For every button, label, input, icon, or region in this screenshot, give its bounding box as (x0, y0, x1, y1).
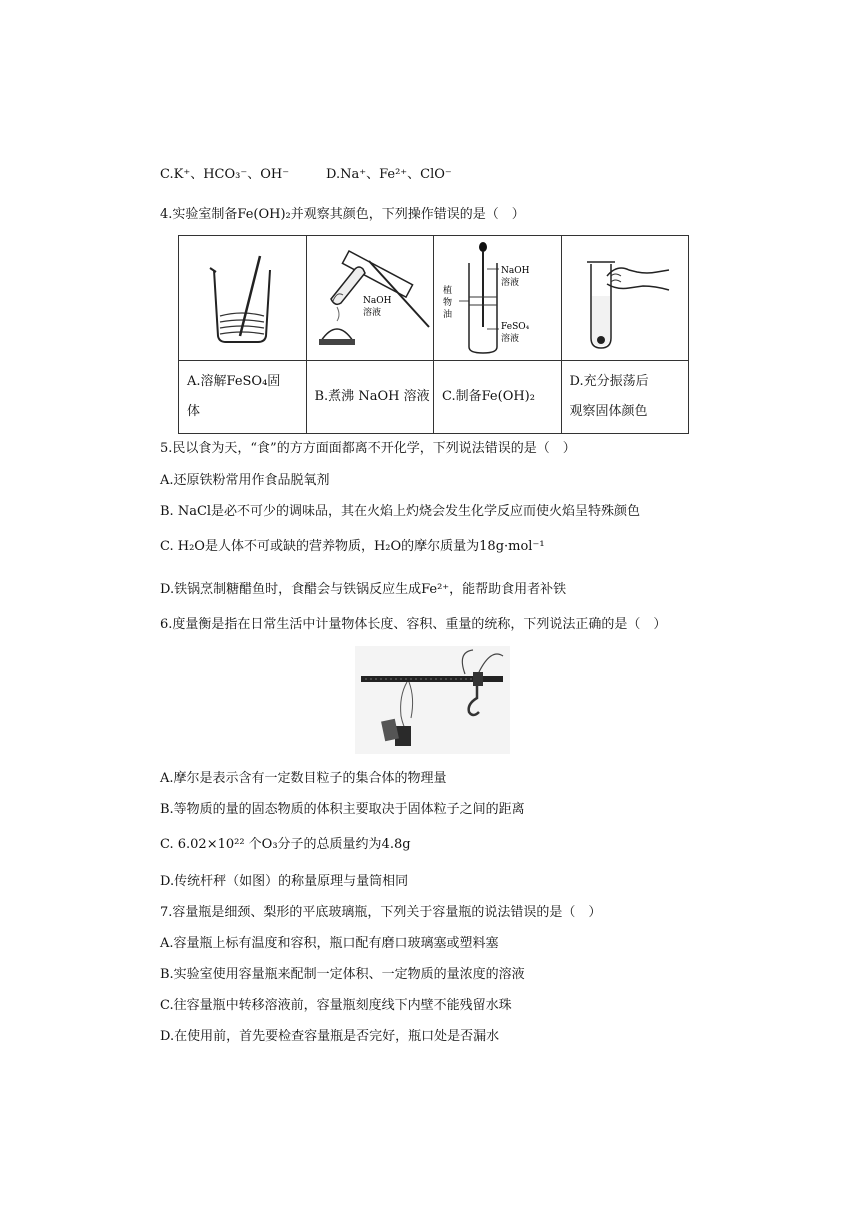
q7-option-c: C.往容量瓶中转移溶液前，容量瓶刻度线下内壁不能残留水珠 (160, 998, 512, 1013)
q4-caption-d-line2: 观察固体颜色 (569, 404, 648, 419)
label-oil-3: 油 (443, 310, 453, 320)
q4-caption-d-line1: D.充分振荡后 (569, 374, 649, 389)
q4-cell-a-image (179, 236, 307, 361)
label-naoh-c: NaOH (501, 266, 530, 276)
q5-option-b: B. NaCl是必不可少的调味品，其在火焰上灼烧会发生化学反应而使火焰呈特殊颜色 (160, 504, 641, 519)
q6-stem: 6.度量衡是指在日常生活中计量物体长度、容积、重量的统称，下列说法正确的是（ ） (160, 617, 667, 632)
q7-stem: 7.容量瓶是细颈、梨形的平底玻璃瓶，下列关于容量瓶的说法错误的是（ ） (160, 905, 602, 920)
q7-option-b: B.实验室使用容量瓶来配制一定体积、一定物质的量浓度的溶液 (160, 967, 525, 982)
q4-caption-a (179, 361, 307, 434)
label-solution-c1: 溶液 (501, 278, 520, 288)
q4-caption-b: B.煮沸 NaOH 溶液 (306, 361, 434, 434)
q4-caption-a-line1: A.溶解FeSO₄固 (187, 374, 281, 389)
label-solution-b: 溶液 (362, 308, 381, 318)
q6-option-b: B.等物质的量的固态物质的体积主要取决于固体粒子之间的距离 (160, 802, 525, 817)
beaker-stirring-icon (202, 248, 282, 348)
shaking-test-tube-icon (577, 242, 673, 354)
q7-option-a: A.容量瓶上标有温度和容积，瓶口配有磨口玻璃塞或塑料塞 (160, 936, 499, 951)
q5-option-a: A.还原铁粉常用作食品脱氧剂 (160, 473, 330, 488)
label-oil-2: 物 (443, 298, 453, 308)
label-naoh-b: NaOH (362, 296, 392, 306)
q4-experiment-table (178, 235, 689, 434)
q3-option-c: C.K⁺、HCO₃⁻、OH⁻ (160, 167, 290, 182)
q4-caption-c: C.制备Fe(OH)₂ (434, 361, 562, 434)
q4-stem: 4.实验室制备Fe(OH)₂并观察其颜色，下列操作错误的是（ ） (160, 207, 525, 222)
q5-stem: 5.民以食为天，“食”的方方面面都离不开化学，下列说法错误的是（ ） (160, 441, 576, 456)
label-oil-1: 植 (443, 286, 453, 296)
q4-cell-c-image (434, 236, 562, 361)
dropper-test-tube-icon (437, 239, 557, 357)
q5-option-d: D.铁锅烹制糖醋鱼时，食醋会与铁锅反应生成Fe²⁺，能帮助食用者补铁 (160, 582, 567, 597)
q4-caption-d (561, 361, 689, 434)
q6-option-c: C. 6.02×10²² 个O₃分子的总质量约为4.8g (160, 837, 411, 852)
label-feso4: FeSO₄ (501, 322, 530, 332)
steelyard-scale-photo (355, 646, 510, 754)
q6-option-a: A.摩尔是表示含有一定数目粒子的集合体的物理量 (160, 771, 447, 786)
q4-cell-b-image (306, 236, 434, 361)
q5-option-c: C. H₂O是人体不可或缺的营养物质，H₂O的摩尔质量为18g·mol⁻¹ (160, 539, 545, 554)
q6-option-d: D.传统杆秤（如图）的称量原理与量筒相同 (160, 874, 409, 889)
q4-caption-a-line2: 体 (187, 404, 201, 419)
q7-option-d: D.在使用前，首先要检查容量瓶是否完好，瓶口处是否漏水 (160, 1029, 500, 1044)
heating-test-tube-icon (307, 243, 433, 353)
q3-option-d: D.Na⁺、Fe²⁺、ClO⁻ (326, 167, 452, 182)
label-solution-c2: 溶液 (501, 334, 520, 344)
q4-cell-d-image (561, 236, 689, 361)
